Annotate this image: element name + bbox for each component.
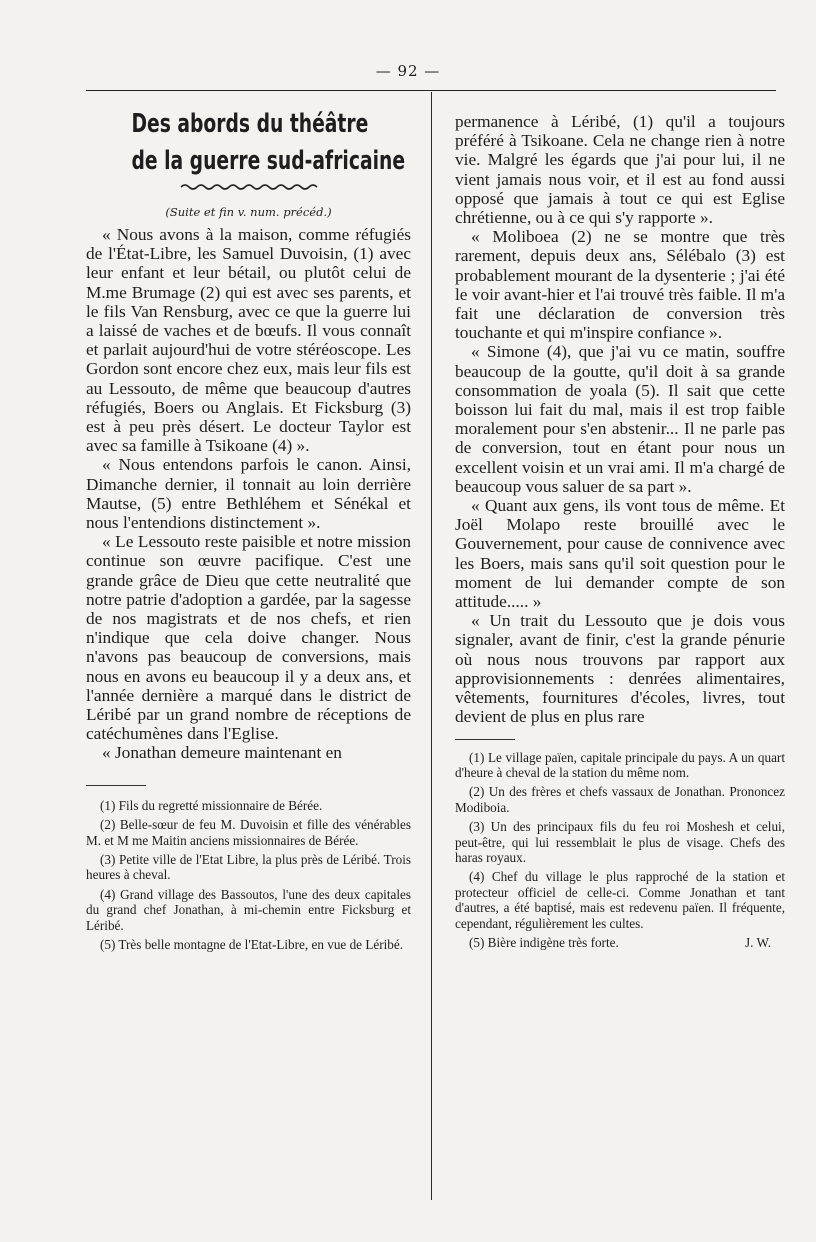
paragraph: « Nous avons à la maison, comme réfugiés de l'État-Libre, les Samuel Duvoisin, (1) avec leur enfant et leur bétail, ou plutôt celui de M.me Brumage (2) qui est avec ses parents, et le fils Van Rensburg, avec ce que la guerre lui a laissé de vaches et de bœufs. Il vous connaît et parlait aujourd'hui de votre stéréoscope. Les Gordon sont encore chez eux, mais leur fils est au Lessouto, de même que beaucoup d'autres réfugiés, Boers ou Anglais. Et Ficksburg (3) est à peu près désert. Le docteur Taylor est avec sa famille à Tsikoane (4) ». [86, 225, 411, 456]
article-title-line-1: Des abords du théâtre [131, 109, 369, 139]
paragraph: permanence à Léribé, (1) qu'il a toujours préféré à Tsikoane. Cela ne change rien à notre vie. Malgré les égards que j'ai pour lui, il ne vient jamais nous voir, et il est au fond aussi opposé que jamais à tout ce qui est Eglise chrétienne, ou à ce qui s'y rapporte ». [455, 112, 785, 228]
column-divider [431, 92, 432, 1200]
paragraph: « Le Lessouto reste paisible et notre mission continue son œuvre pacifique. C'est une grande grâce de Dieu que cette neutralité que notre patrie d'adoption a gardée, par la sagesse de nos magistrats et de nos chefs, et rien n'indique que cela doive changer. Nous n'avons pas beaucoup de conversions, mais nous en avons eu beaucoup il y a deux ans, et l'année dernière a marqué dans le district de Léribé par un grand nombre de réceptions de catéchumènes dans l'Eglise. [86, 532, 411, 744]
footnote-rule [86, 785, 146, 786]
author-signature: J. W. [744, 934, 771, 950]
footnote: (4) Chef du village le plus rapproché de la station et protecteur officiel de celle-ci. Comme Jonathan et tant d'autres, a été baptisé, mais est redevenu païen. Il fréquente, cependant, régulièrement les cultes. [455, 869, 785, 931]
footnote: (4) Grand village des Bassoutos, l'une des deux capitales du grand chef Jonathan, à mi-chemin entre Ficksburg et Léribé. [86, 886, 411, 933]
footnote: (3) Un des principaux fils du feu roi Moshesh et celui, peut-être, qui lui ressemblait le plus de visage. Chefs des haras royaux. [455, 819, 785, 865]
footnote: (1) Le village païen, capitale principale du pays. A un quart d'heure à cheval de la station du même nom. [455, 749, 785, 780]
left-column [86, 108, 411, 956]
page-number: — 92 — [375, 62, 441, 80]
right-footnotes [455, 750, 785, 951]
footnote: (2) Un des frères et chefs vassaux de Jonathan. Prononcez Modiboia. [455, 784, 785, 815]
paragraph: « Jonathan demeure maintenant en [102, 743, 342, 763]
paragraph: « Quant aux gens, ils vont tous de même. Et Joël Molapo reste brouillé avec le Gouvernement, pour cause de connivence avec les Boers, mais sans qu'il soit question pour le moment de lui demander compte de son attitude..... » [455, 496, 785, 612]
footnote: (5) Bière indigène très forte. [469, 934, 619, 950]
left-body-text [86, 225, 411, 763]
header-rule [86, 90, 776, 91]
left-footnotes [86, 798, 411, 953]
footnote-rule [455, 739, 515, 740]
paragraph: « Simone (4), que j'ai vu ce matin, souffre beaucoup de la goutte, qu'il doit à sa grande consommation de yoala (5). Il sait que cette boisson lui fait du mal, mais il est trop faible moralement pour s'en abstenir... Il ne parle pas de conversion, tout en étant pour nous un excellent voisin et un vrai ami. Il m'a chargé de beaucoup vous saluer de sa part ». [455, 342, 785, 496]
footnote-signature-line [455, 935, 785, 950]
paragraph: « Un trait du Lessouto que je dois vous signaler, avant de finir, c'est la grande pénurie où nous nous trouvons par rapport aux approvisionnements : denrées alimentaires, vêtements, fournitures d'écoles, livres, tout devient de plus en plus rare [455, 611, 785, 727]
footnote: (1) Fils du regretté missionnaire de Bérée. [100, 797, 323, 813]
footnote: (3) Petite ville de l'Etat Libre, la plus près de Léribé. Trois heures à cheval. [86, 851, 411, 883]
paragraph: « Nous entendons parfois le canon. Ainsi, Dimanche dernier, il tonnait au loin derrière Mautse, (5) entre Bethléhem et Sénékal et nous l'entendions distinctement ». [86, 455, 411, 533]
article-title-line-2: de la guerre sud-africaine [131, 146, 406, 176]
footnote: (2) Belle-sœur de feu M. Duvoisin et fille des vénérables M. et M me Maitin anciens missionnaires de Bérée. [86, 817, 411, 848]
wave-ornament-icon [179, 182, 319, 192]
right-body-text [455, 112, 785, 727]
article-subtitle: (Suite et fin v. num. précéd.) [165, 205, 332, 219]
right-column [455, 112, 785, 950]
footnote: (5) Très belle montagne de l'Etat-Libre, en vue de Léribé. [100, 936, 404, 952]
paragraph: « Moliboea (2) ne se montre que très rarement, depuis deux ans, Sélébalo (3) est probablement mourant de la dysenterie ; j'ai été le voir avant-hier et l'ai trouvé très faible. Il m'a fait une déclaration de conversion très touchante et qui m'inspire confiance ». [455, 227, 785, 343]
